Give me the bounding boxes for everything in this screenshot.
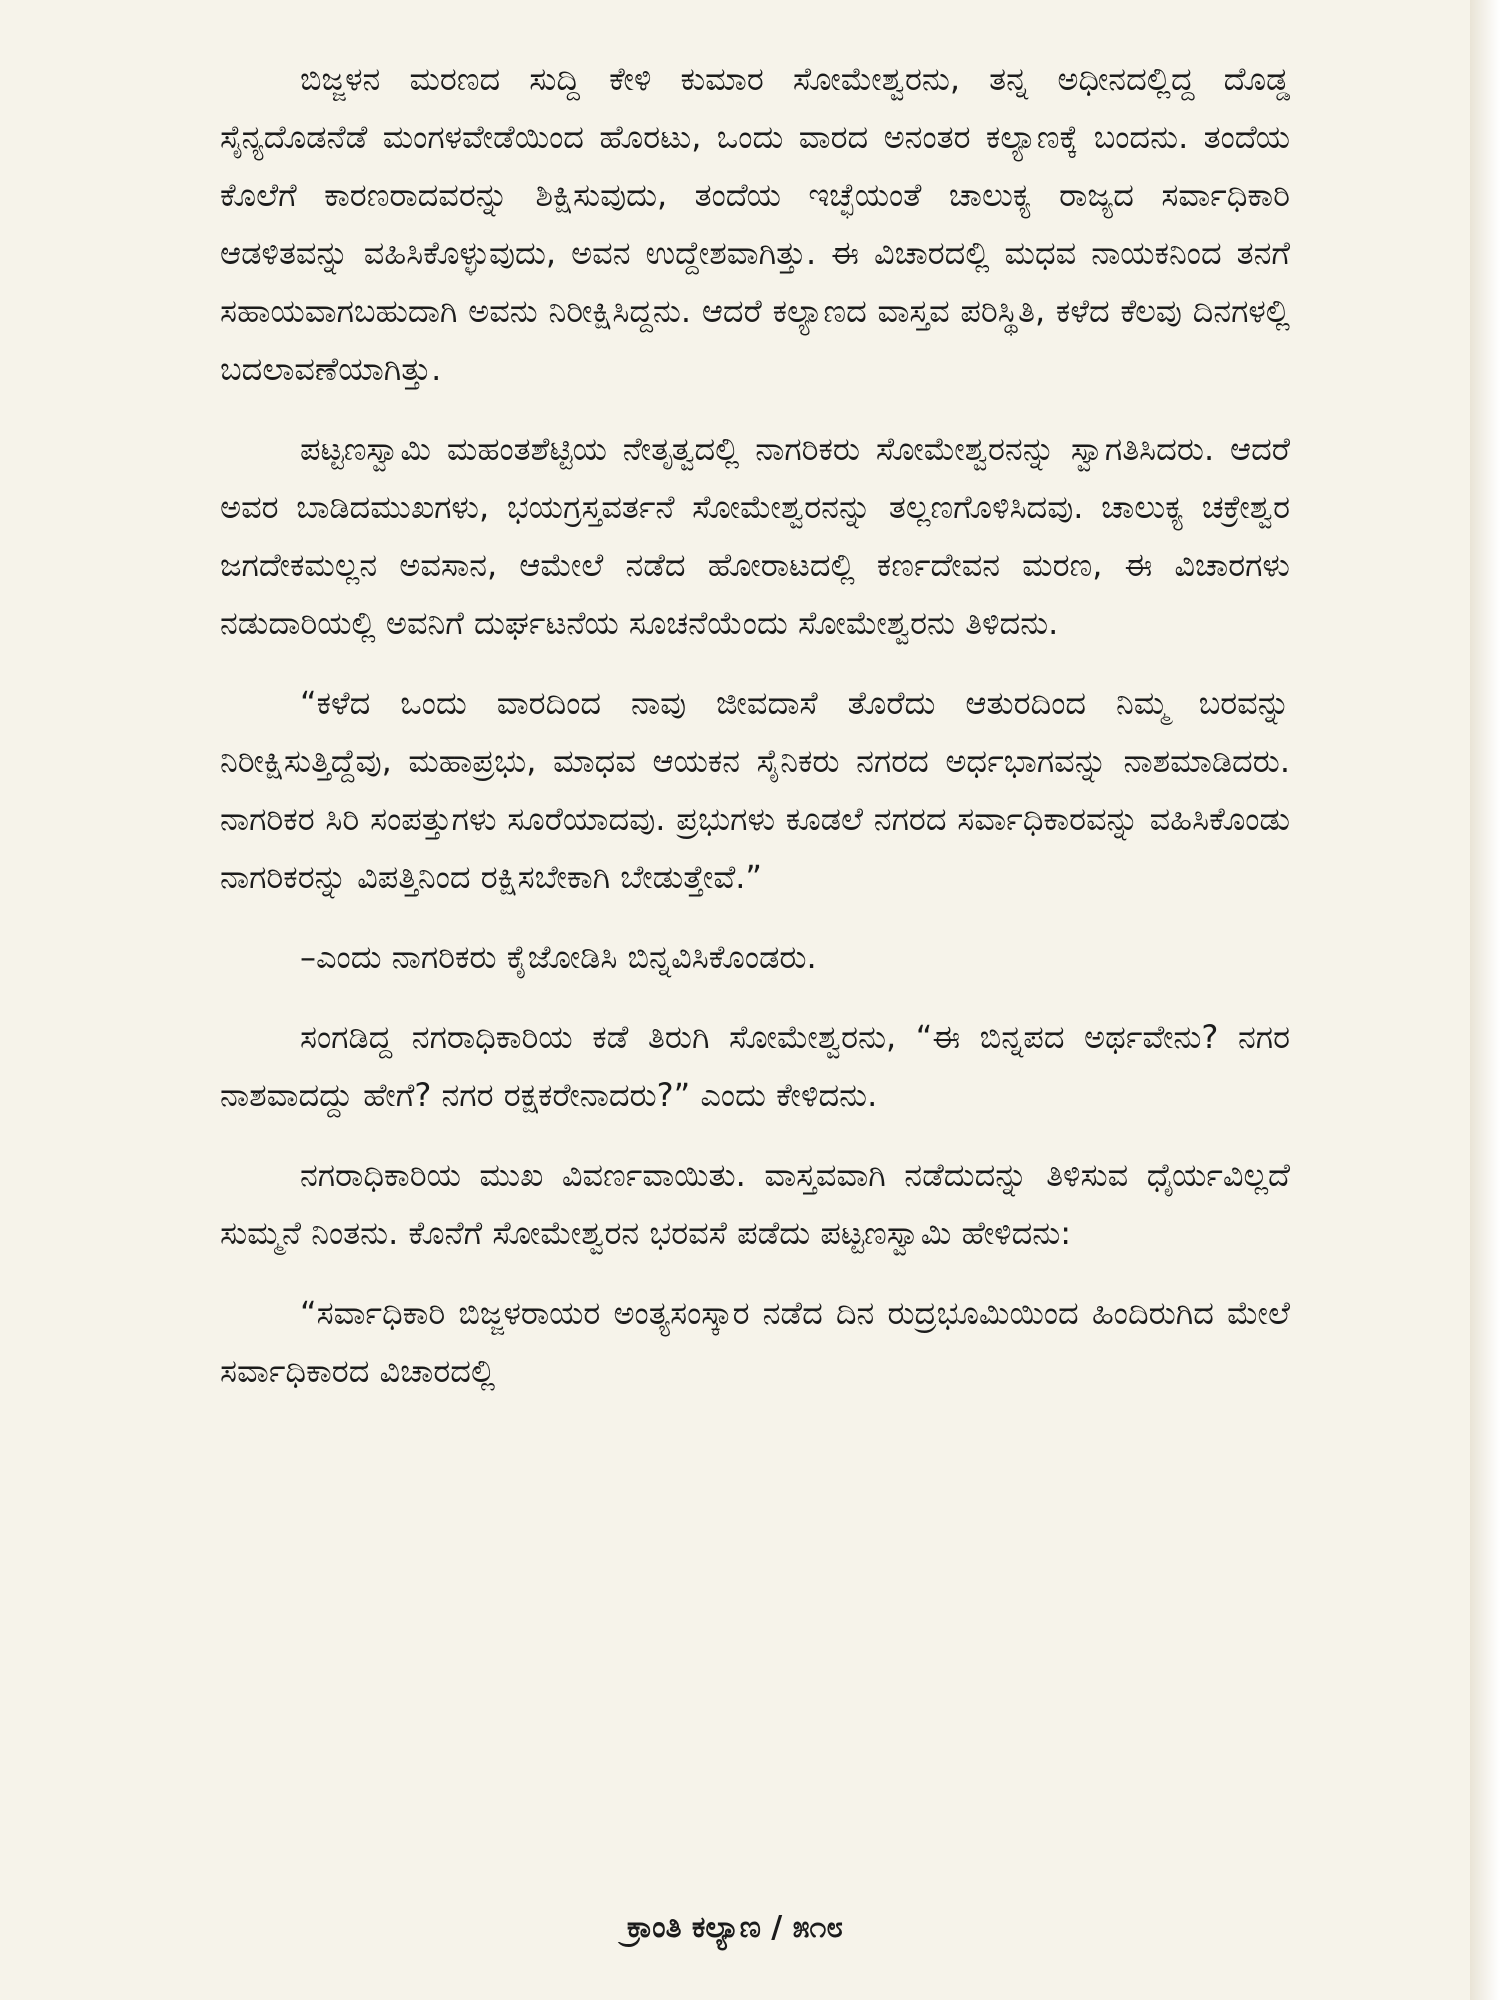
paragraph-6: ನಗರಾಧಿಕಾರಿಯ ಮುಖ ವಿವರ್ಣವಾಯಿತು. ವಾಸ್ತವವಾಗಿ ನಡೆದುದನ್ನು ತಿಳಿಸುವ ಧೈರ್ಯವಿಲ್ಲದೆ ಸುಮ್ಮನೆ ನಿಂತನು. ಕೊನೆಗೆ ಸೋಮೇಶ್ವರನ ಭರವಸೆ ಪಡೆದು ಪಟ್ಟಣಸ್ವಾಮಿ ಹೇಳಿದನು:	[220, 1156, 1290, 1252]
page-footer: ಕ್ರಾಂತಿ ಕಲ್ಯಾಣ / ೫೧೮	[626, 1910, 844, 1945]
page-body	[220, 50, 1290, 1422]
paragraph-7: “ಸರ್ವಾಧಿಕಾರಿ ಬಿಜ್ಜಳರಾಯರ ಅಂತ್ಯಸಂಸ್ಕಾರ ನಡೆದ ದಿನ ರುದ್ರಭೂಮಿಯಿಂದ ಹಿಂದಿರುಗಿದ ಮೇಲೆ ಸರ್ವಾಧಿಕಾರದ ವಿಚಾರದಲ್ಲಿ	[220, 1294, 1290, 1390]
page-edge	[1470, 0, 1500, 2000]
paragraph-5: ಸಂಗಡಿದ್ದ ನಗರಾಧಿಕಾರಿಯ ಕಡೆ ತಿರುಗಿ ಸೋಮೇಶ್ವರನು, “ಈ ಬಿನ್ನಪದ ಅರ್ಥವೇನು? ನಗರ ನಾಶವಾದದ್ದು ಹೇಗೆ? ನಗರ ರಕ್ಷಕರೇನಾದರು?” ಎಂದು ಕೇಳಿದನು.	[220, 1018, 1290, 1114]
paragraph-4: –ಎಂದು ನಾಗರಿಕರು ಕೈಜೋಡಿಸಿ ಬಿನ್ನವಿಸಿಕೊಂಡರು.	[300, 938, 817, 976]
paragraph-1: ಬಿಜ್ಜಳನ ಮರಣದ ಸುದ್ದಿ ಕೇಳಿ ಕುಮಾರ ಸೋಮೇಶ್ವರನು, ತನ್ನ ಅಧೀನದಲ್ಲಿದ್ದ ದೊಡ್ಡ ಸೈನ್ಯದೊಡನೆಡೆ ಮಂಗಳವೇಡೆಯಿಂದ ಹೊರಟು, ಒಂದು ವಾರದ ಅನಂತರ ಕಲ್ಯಾಣಕ್ಕೆ ಬಂದನು. ತಂದೆಯ ಕೊಲೆಗೆ ಕಾರಣರಾದವರನ್ನು ಶಿಕ್ಷಿಸುವುದು, ತಂದೆಯ ಇಚ್ಛೆಯಂತೆ ಚಾಲುಕ್ಯ ರಾಜ್ಯದ ಸರ್ವಾಧಿಕಾರಿ ಆಡಳಿತವನ್ನು ವಹಿಸಿಕೊಳ್ಳುವುದು, ಅವನ ಉದ್ದೇಶವಾಗಿತ್ತು. ಈ ವಿಚಾರದಲ್ಲಿ ಮಧವ ನಾಯಕನಿಂದ ತನಗೆ ಸಹಾಯವಾಗಬಹುದಾಗಿ ಅವನು ನಿರೀಕ್ಷಿಸಿದ್ದನು. ಆದರೆ ಕಲ್ಯಾಣದ ವಾಸ್ತವ ಪರಿಸ್ಥಿತಿ, ಕಳೆದ ಕೆಲವು ದಿನಗಳಲ್ಲಿ ಬದಲಾವಣೆಯಾಗಿತ್ತು.	[220, 60, 1290, 388]
paragraph-3: “ಕಳೆದ ಒಂದು ವಾರದಿಂದ ನಾವು ಜೀವದಾಸೆ ತೊರೆದು ಆತುರದಿಂದ ನಿಮ್ಮ ಬರವನ್ನು ನಿರೀಕ್ಷಿಸುತ್ತಿದ್ದೆವು, ಮಹಾಪ್ರಭು, ಮಾಧವ ಆಯಕನ ಸೈನಿಕರು ನಗರದ ಅರ್ಧಭಾಗವನ್ನು ನಾಶಮಾಡಿದರು. ನಾಗರಿಕರ ಸಿರಿ ಸಂಪತ್ತುಗಳು ಸೂರೆಯಾದವು. ಪ್ರಭುಗಳು ಕೂಡಲೆ ನಗರದ ಸರ್ವಾಧಿಕಾರವನ್ನು ವಹಿಸಿಕೊಂಡು ನಾಗರಿಕರನ್ನು ವಿಪತ್ತಿನಿಂದ ರಕ್ಷಿಸಬೇಕಾಗಿ ಬೇಡುತ್ತೇವೆ.”	[220, 684, 1290, 896]
paragraph-2: ಪಟ್ಟಣಸ್ವಾಮಿ ಮಹಂತಶೆಟ್ಟಿಯ ನೇತೃತ್ವದಲ್ಲಿ ನಾಗರಿಕರು ಸೋಮೇಶ್ವರನನ್ನು ಸ್ವಾಗತಿಸಿದರು. ಆದರೆ ಅವರ ಬಾಡಿದಮುಖಗಳು, ಭಯಗ್ರಸ್ತವರ್ತನೆ ಸೋಮೇಶ್ವರನನ್ನು ತಲ್ಲಣಗೊಳಿಸಿದವು. ಚಾಲುಕ್ಯ ಚಕ್ರೇಶ್ವರ ಜಗದೇಕಮಲ್ಲನ ಅವಸಾನ, ಆಮೇಲೆ ನಡೆದ ಹೋರಾಟದಲ್ಲಿ ಕರ್ಣದೇವನ ಮರಣ, ಈ ವಿಚಾರಗಳು ನಡುದಾರಿಯಲ್ಲಿ ಅವನಿಗೆ ದುರ್ಘಟನೆಯ ಸೂಚನೆಯೆಂದು ಸೋಮೇಶ್ವರನು ತಿಳಿದನು.	[220, 430, 1290, 642]
